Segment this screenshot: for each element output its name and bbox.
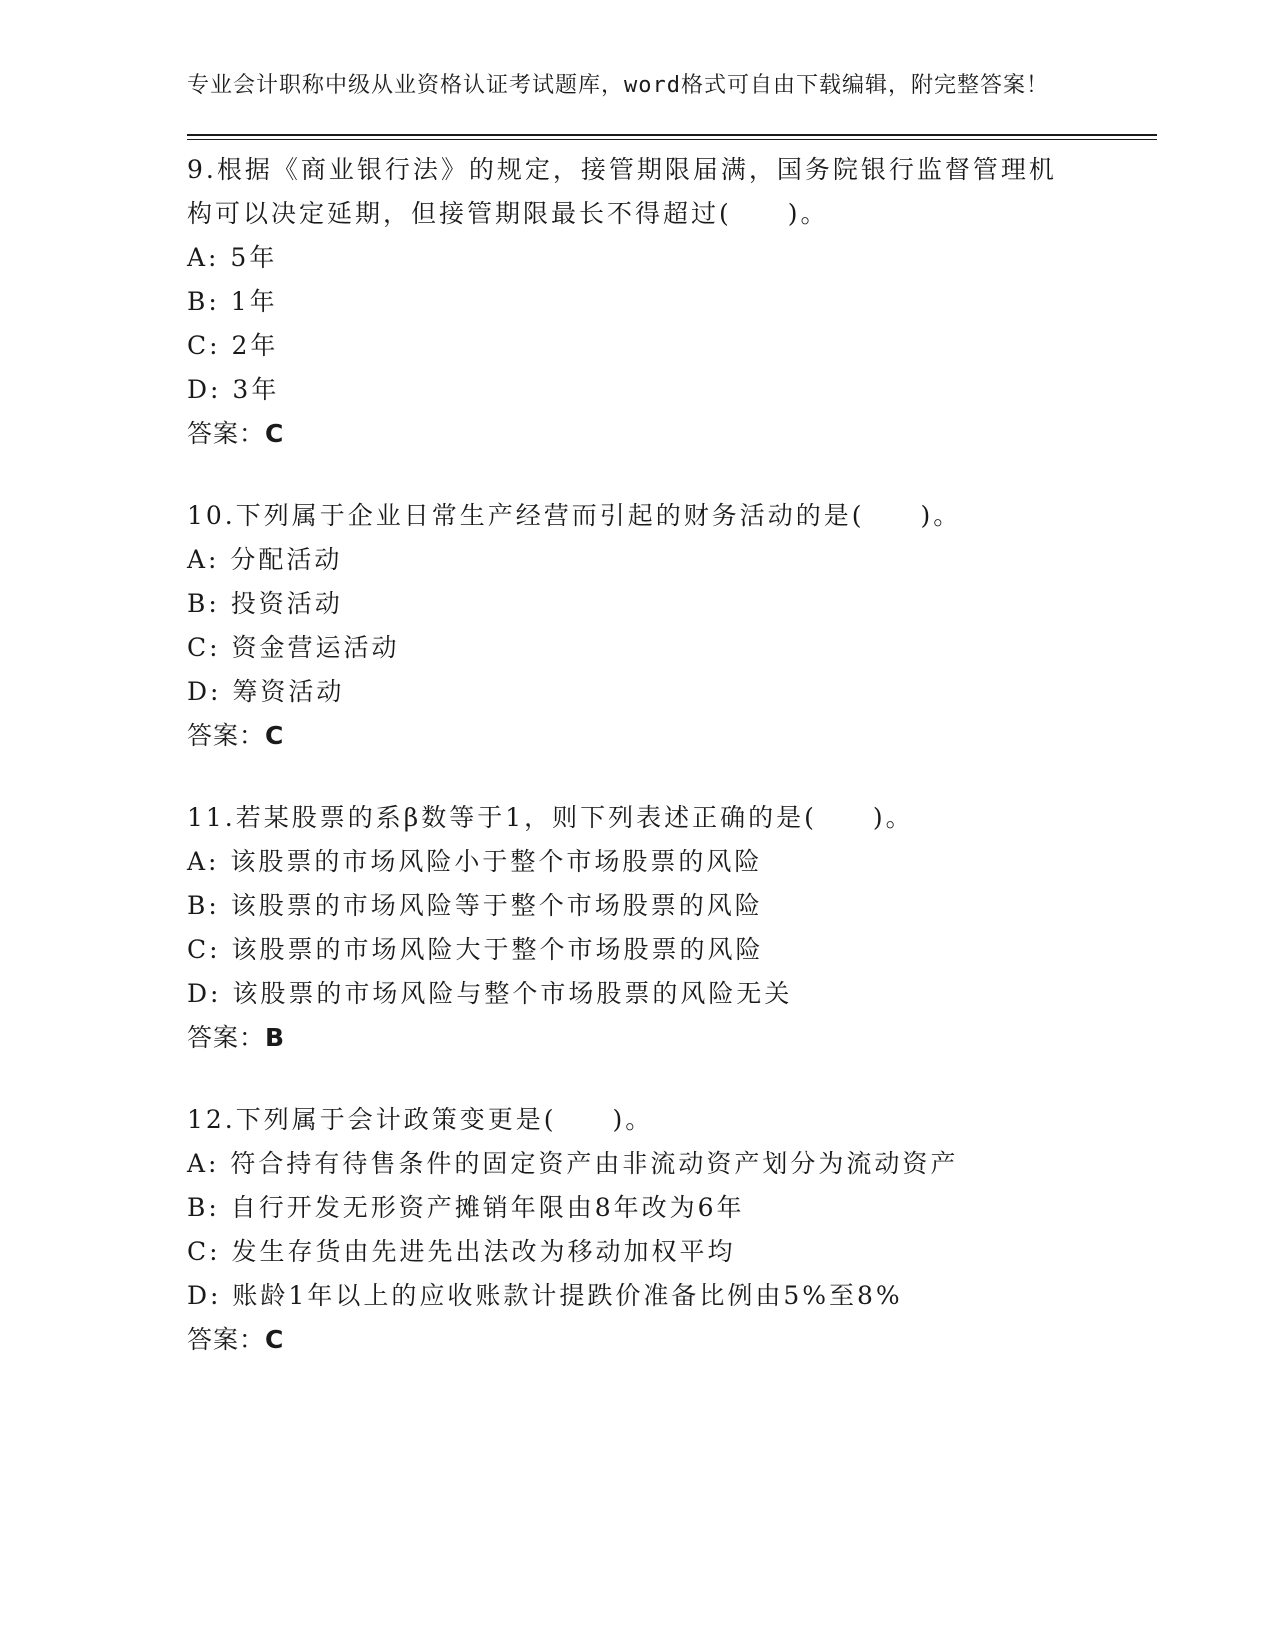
header-divider xyxy=(187,134,1157,140)
divider-thick-line xyxy=(187,134,1157,136)
answer-label: 答案： xyxy=(187,1023,266,1052)
answer-value: B xyxy=(265,1023,286,1052)
option-b: B: 投资活动 xyxy=(187,589,343,618)
option-a: A: 5年 xyxy=(187,243,278,272)
option-d: D: 筹资活动 xyxy=(187,677,345,706)
option-list xyxy=(187,236,1157,412)
answer-label: 答案： xyxy=(187,419,266,448)
question-10 xyxy=(187,494,1157,758)
question-text: 12.下列属于会计政策变更是( )。 xyxy=(187,1105,654,1134)
option-b: B: 该股票的市场风险等于整个市场股票的风险 xyxy=(187,891,763,920)
option-c: C: 发生存货由先进先出法改为移动加权平均 xyxy=(187,1237,736,1266)
answer-label: 答案： xyxy=(187,1325,266,1354)
option-a: A: 分配活动 xyxy=(187,545,343,574)
question-12 xyxy=(187,1098,1157,1362)
question-9 xyxy=(187,148,1157,456)
option-d: D: 该股票的市场风险与整个市场股票的风险无关 xyxy=(187,979,793,1008)
option-list xyxy=(187,1142,1157,1318)
answer-line xyxy=(187,1016,1157,1060)
document-header: 专业会计职称中级从业资格认证考试题库，word格式可自由下载编辑，附完整答案！ xyxy=(187,73,1049,98)
option-a: A: 该股票的市场风险小于整个市场股票的风险 xyxy=(187,847,763,876)
document-page xyxy=(187,70,1157,1400)
divider-thin-line xyxy=(187,139,1157,140)
option-list xyxy=(187,538,1157,714)
option-list xyxy=(187,840,1157,1016)
answer-value: C xyxy=(265,419,285,448)
option-c: C: 资金营运活动 xyxy=(187,633,400,662)
question-11 xyxy=(187,796,1157,1060)
question-text: 9.根据《商业银行法》的规定，接管期限届满，国务院银行监督管理机构可以决定延期，但接管期限最长不得超过( )。 xyxy=(187,155,1057,228)
answer-line xyxy=(187,412,1157,456)
question-text: 10.下列属于企业日常生产经营而引起的财务活动的是( )。 xyxy=(187,501,962,530)
option-a: A: 符合持有待售条件的固定资产由非流动资产划分为流动资产 xyxy=(187,1149,959,1178)
option-c: C: 2年 xyxy=(187,331,279,360)
option-d: D: 账龄1年以上的应收账款计提跌价准备比例由5%至8% xyxy=(187,1281,903,1310)
answer-value: C xyxy=(265,721,285,750)
option-b: B: 1年 xyxy=(187,287,278,316)
answer-value: C xyxy=(265,1325,285,1354)
answer-line xyxy=(187,714,1157,758)
answer-line xyxy=(187,1318,1157,1362)
answer-label: 答案： xyxy=(187,721,266,750)
question-text: 11.若某股票的系β数等于1，则下列表述正确的是( )。 xyxy=(187,803,914,832)
option-d: D: 3年 xyxy=(187,375,280,404)
option-c: C: 该股票的市场风险大于整个市场股票的风险 xyxy=(187,935,764,964)
option-b: B: 自行开发无形资产摊销年限由8年改为6年 xyxy=(187,1193,745,1222)
